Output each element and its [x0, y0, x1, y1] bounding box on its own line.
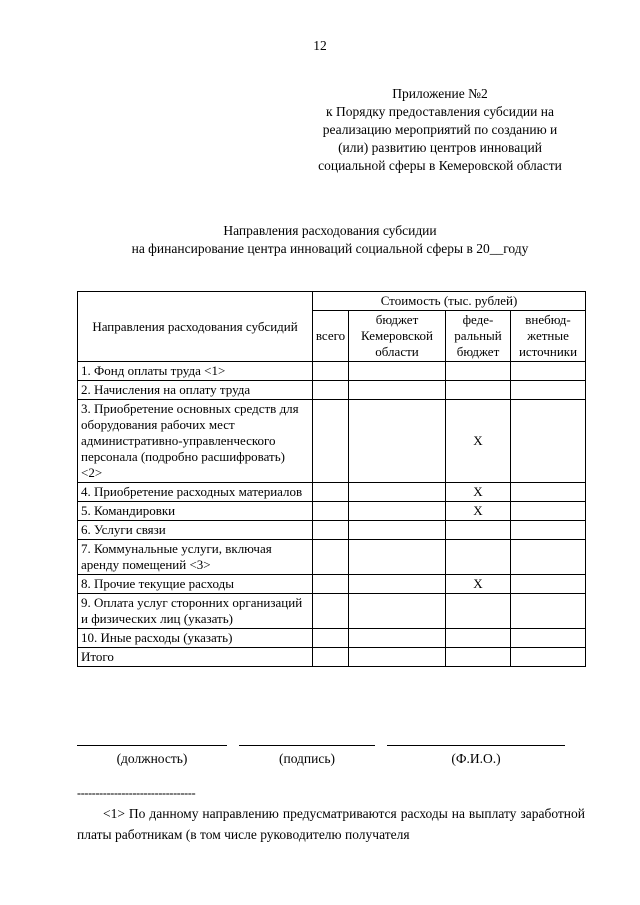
row-label: Итого — [78, 648, 313, 667]
table-row — [78, 362, 586, 381]
row-label: 10. Иные расходы (указать) — [78, 629, 313, 648]
federal-cell — [446, 540, 511, 575]
page-number: 12 — [313, 38, 327, 53]
row-label: 1. Фонд оплаты труда <1> — [78, 362, 313, 381]
appendix-line: к Порядку предоставления субсидии на — [326, 104, 554, 119]
row-label: 5. Командировки — [78, 502, 313, 521]
signature-label: (подпись) — [278, 751, 336, 766]
subheader-extra: внебюд-жетные источники — [511, 311, 586, 362]
table-row — [78, 400, 586, 483]
appendix-header — [300, 85, 580, 175]
federal-cell: Х — [446, 400, 511, 483]
federal-cell — [446, 648, 511, 667]
row-label: 8. Прочие текущие расходы — [78, 575, 313, 594]
expenses-table — [77, 291, 586, 667]
appendix-line: социальной сферы в Кемеровской области — [318, 158, 562, 173]
table-row — [78, 381, 586, 400]
footnote — [77, 803, 585, 845]
table-row — [78, 575, 586, 594]
footnote-text: <1> По данному направлению предусматриваются расходы на выплату заработной платы работникам (в том числе руководителю получателя — [77, 806, 585, 842]
appendix-line: Приложение №2 — [392, 86, 488, 101]
row-label: 7. Коммунальные услуги, включая аренду помещений <3> — [78, 540, 313, 575]
table-row — [78, 594, 586, 629]
table-row — [78, 629, 586, 648]
subheader-regional: бюджет Кемеровской области — [349, 311, 446, 362]
position-label: (должность) — [116, 751, 188, 766]
row-label: 2. Начисления на оплату труда — [78, 381, 313, 400]
row-label: 9. Оплата услуг сторонних организаций и физических лиц (указать) — [78, 594, 313, 629]
position-line — [77, 745, 227, 746]
header-direction: Направления расходования субсидий — [78, 292, 313, 362]
table-row — [78, 521, 586, 540]
appendix-line: (или) развитию центров инноваций — [338, 140, 542, 155]
row-label: 3. Приобретение основных средств для оборудования рабочих мест административно-управленческого персонала (подробно расшифровать) <2> — [78, 400, 313, 483]
subheader-federal: феде-ральный бюджет — [446, 311, 511, 362]
name-label: (Ф.И.О.) — [451, 751, 501, 766]
federal-cell — [446, 629, 511, 648]
federal-cell: Х — [446, 575, 511, 594]
federal-cell: Х — [446, 502, 511, 521]
federal-cell — [446, 594, 511, 629]
name-line — [387, 745, 565, 746]
table-row — [78, 540, 586, 575]
row-label: 6. Услуги связи — [78, 521, 313, 540]
table-row-total — [78, 648, 586, 667]
signature-block — [77, 745, 585, 785]
signature-line — [239, 745, 375, 746]
subheader-total: всего — [313, 311, 349, 362]
header-cost: Стоимость (тыс. рублей) — [313, 292, 586, 311]
document-title — [0, 222, 640, 258]
federal-cell: Х — [446, 483, 511, 502]
federal-cell — [446, 521, 511, 540]
footnote-separator: -------------------------------- — [77, 786, 196, 800]
table-row — [78, 483, 586, 502]
title-line-2: на финансирование центра инноваций социальной сферы в 20__году — [131, 241, 529, 256]
appendix-line: реализацию мероприятий по созданию и — [322, 122, 558, 137]
federal-cell — [446, 362, 511, 381]
federal-cell — [446, 381, 511, 400]
title-line-1: Направления расходования субсидии — [223, 223, 437, 238]
table-row — [78, 502, 586, 521]
row-label: 4. Приобретение расходных материалов — [78, 483, 313, 502]
